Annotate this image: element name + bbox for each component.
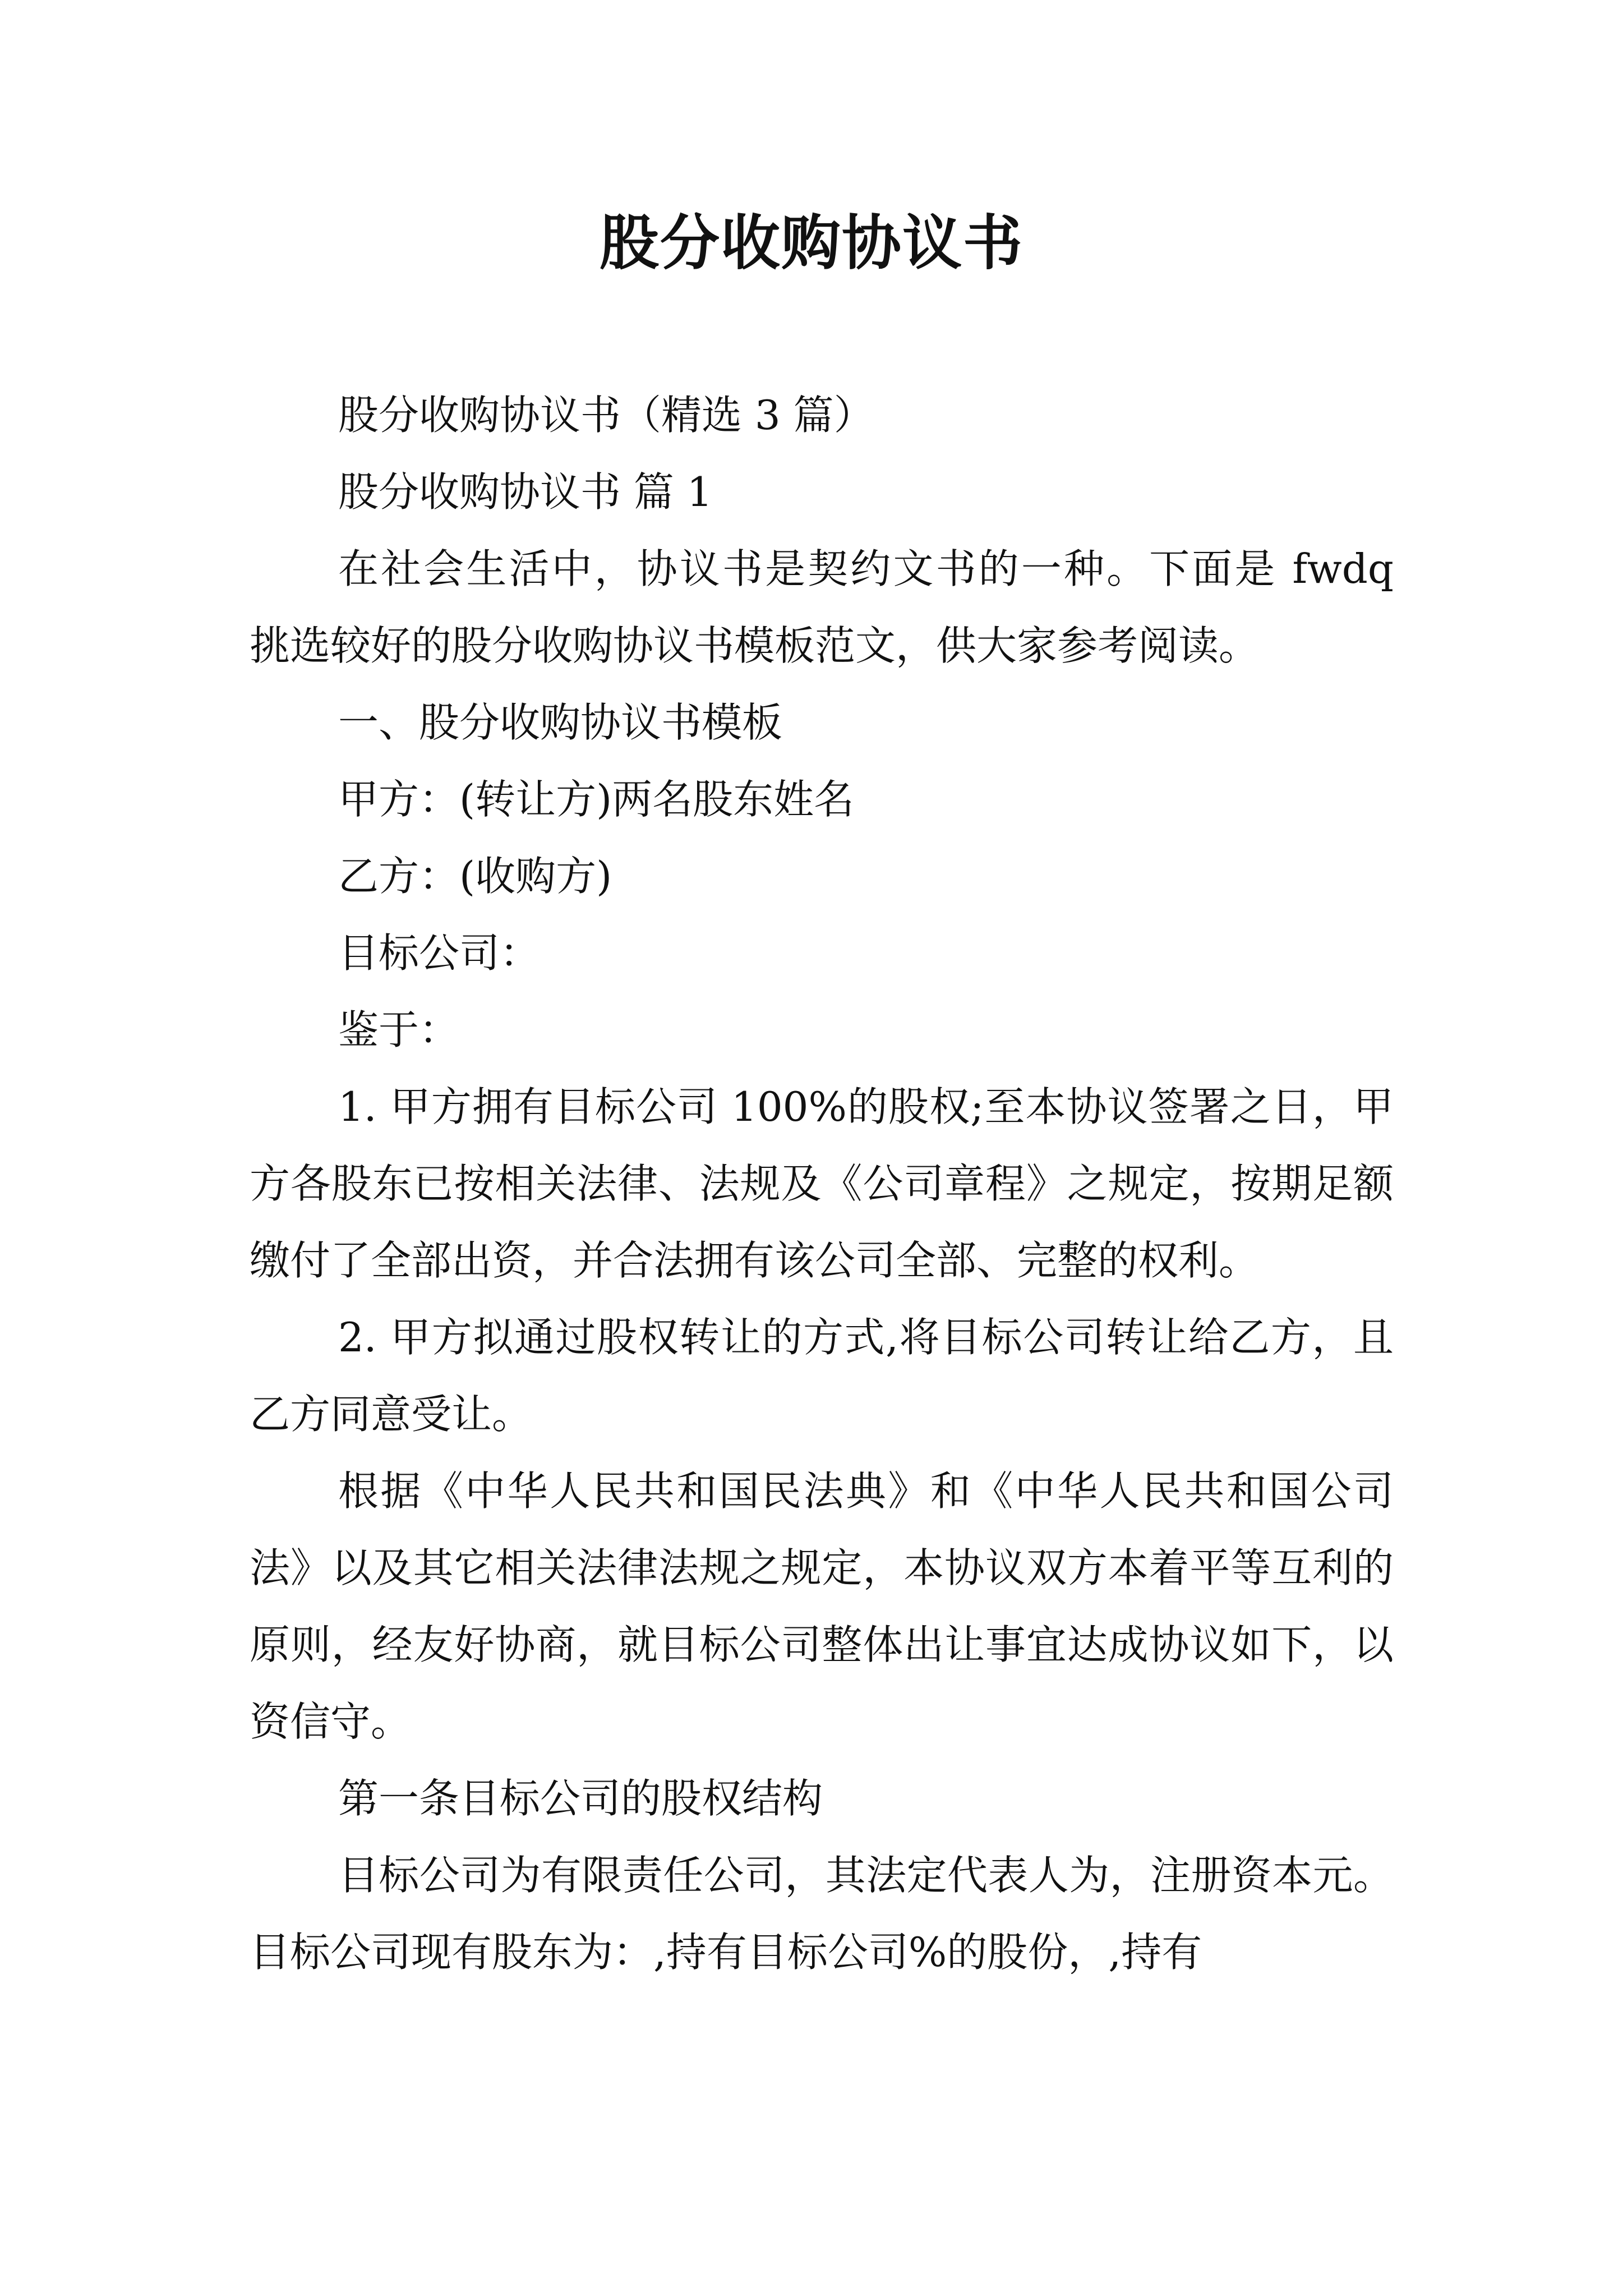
paragraph-legal-basis: 根据《中华人民共和国民法典》和《中华人民共和国公司法》以及其它相关法律法规之规定，本协议双方本着平等互利的原则，经友好协商，就目标公司整体出让事宜达成协议如下，以资信守。: [250, 1467, 1394, 1745]
document-body: [250, 377, 1394, 1991]
paragraph-template-heading: 一、股分收购协议书模板: [338, 699, 783, 746]
paragraph-party-a: 甲方：(转让方)两名股东姓名: [338, 776, 855, 823]
paragraph-intro: 在社会生活中，协议书是契约文书的一种。下面是 fwdq 挑选较好的股分收购协议书模板范文，供大家参考阅读。: [250, 545, 1394, 669]
paragraph-whereas: 鉴于：: [338, 1006, 460, 1053]
paragraph-subtitle: 股分收购协议书（精选 3 篇）: [338, 392, 874, 439]
paragraph-article-1-body: 目标公司为有限责任公司，其法定代表人为，注册资本元。目标公司现有股东为：,持有目标公司%的股份，,持有: [250, 1852, 1394, 1976]
paragraph-target-company: 目标公司：: [338, 930, 541, 977]
paragraph-section-heading: 股分收购协议书 篇 1: [338, 468, 713, 516]
paragraph-article-1-heading: 第一条目标公司的股权结构: [338, 1775, 823, 1822]
paragraph-party-b: 乙方：(收购方): [338, 853, 612, 900]
paragraph-clause-1: 1. 甲方拥有目标公司 100%的股权;至本协议签署之日，甲方各股东已按相关法律、法规及《公司章程》之规定，按期足额缴付了全部出资，并合法拥有该公司全部、完整的权利。: [250, 1083, 1394, 1284]
paragraph-clause-2: 2. 甲方拟通过股权转让的方式,将目标公司转让给乙方，且乙方同意受让。: [250, 1314, 1394, 1438]
document-title: 股分收购协议书: [600, 208, 1023, 278]
